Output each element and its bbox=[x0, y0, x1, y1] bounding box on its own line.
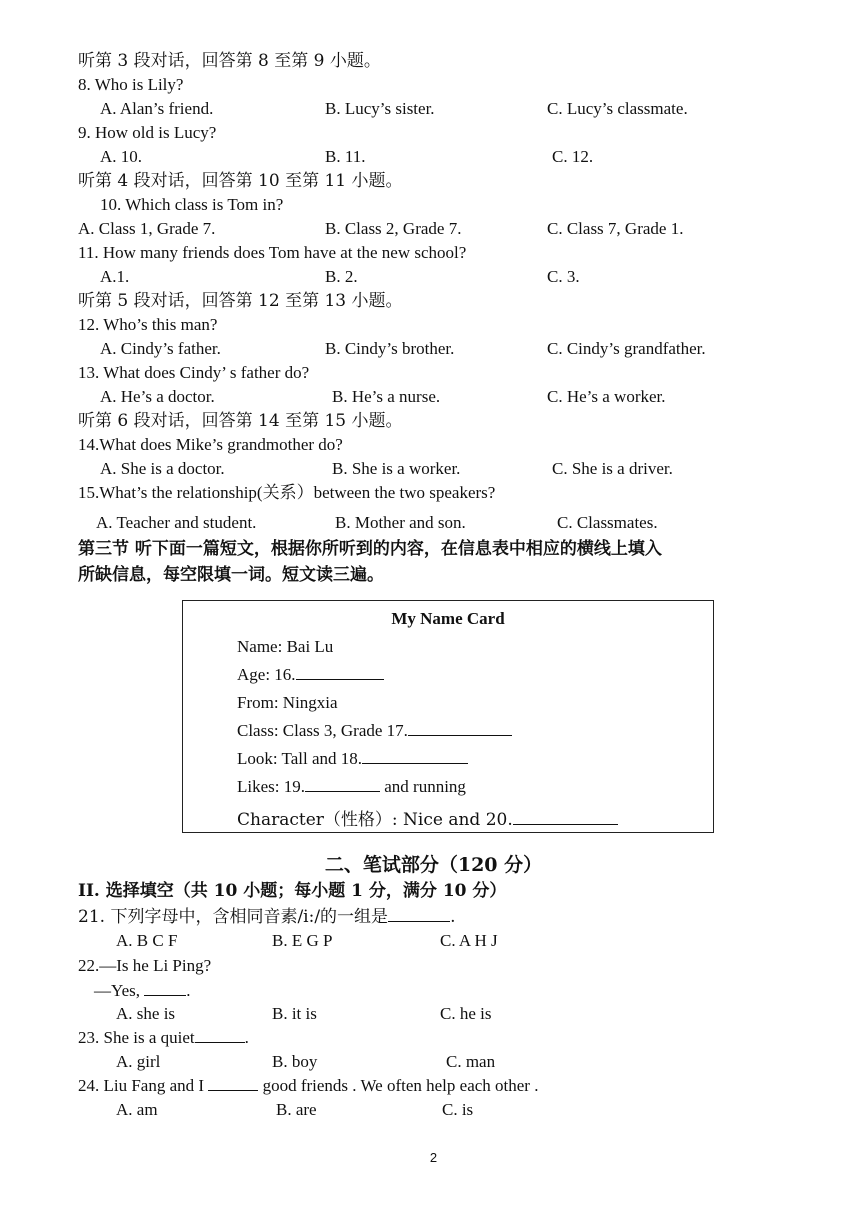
q14-stem: 14.What does Mike’s grandmother do? bbox=[78, 435, 343, 454]
q8-option-a: A. Alan’s friend. bbox=[100, 99, 214, 118]
q9-option-a: A. 10. bbox=[100, 147, 143, 166]
page-number: 2 bbox=[429, 1150, 438, 1165]
q11-stem: 11. How many friends does Tom have at the new school? bbox=[78, 243, 467, 262]
q10-option-b: B. Class 2, Grade 7. bbox=[325, 219, 462, 238]
section-5-instruction: 听第 5 段对话，回答第 12 至第 13 小题。 bbox=[78, 291, 403, 311]
q24-stem-end: good friends . We often help each other . bbox=[262, 1076, 539, 1095]
q15-option-a: A. Teacher and student. bbox=[96, 513, 257, 532]
q14-option-b: B. She is a worker. bbox=[332, 459, 461, 478]
q15-option-b: B. Mother and son. bbox=[335, 513, 466, 532]
q23-period: . bbox=[244, 1028, 249, 1047]
q13-option-b: B. He’s a nurse. bbox=[332, 387, 441, 406]
section-6-instruction: 听第 6 段对话，回答第 14 至第 15 小题。 bbox=[78, 411, 403, 431]
q11-option-b: B. 2. bbox=[325, 267, 358, 286]
q21-period: . bbox=[450, 907, 456, 927]
card-title: My Name Card bbox=[391, 609, 505, 628]
q24-option-b: B. are bbox=[276, 1100, 317, 1119]
card-age-label: Age: 16. bbox=[237, 665, 296, 684]
q22-answer-prefix: —Yes, bbox=[94, 981, 140, 1000]
written-part-heading: 二、笔试部分（120 分） bbox=[324, 854, 543, 876]
q15-stem: 15.What’s the relationship(关系）between the two speakers? bbox=[78, 483, 496, 502]
section-3-heading-line2: 所缺信息，每空限填一词。短文读三遍。 bbox=[78, 565, 384, 585]
q14-option-c: C. She is a driver. bbox=[552, 459, 673, 478]
q10-option-c: C. Class 7, Grade 1. bbox=[547, 219, 684, 238]
card-look-label: Look: Tall and 18. bbox=[237, 749, 363, 768]
q11-option-a: A.1. bbox=[100, 267, 130, 286]
q24-option-a: A. am bbox=[116, 1100, 158, 1119]
card-name: Name: Bai Lu bbox=[237, 637, 334, 656]
q8-stem: 8. Who is Lily? bbox=[78, 75, 184, 94]
card-likes bbox=[237, 777, 466, 797]
q24-stem bbox=[78, 1075, 538, 1097]
q12-stem: 12. Who’s this man? bbox=[78, 315, 218, 334]
card-class bbox=[237, 721, 512, 741]
q22-option-b: B. it is bbox=[272, 1004, 317, 1023]
blank-18 bbox=[362, 749, 468, 764]
q12-option-c: C. Cindy’s grandfather. bbox=[547, 339, 706, 358]
blank-19 bbox=[305, 777, 380, 792]
q21-option-c: C. A H J bbox=[440, 931, 498, 950]
q21-stem bbox=[78, 906, 455, 928]
q22-period: . bbox=[186, 981, 191, 1000]
q15-option-c: C. Classmates. bbox=[557, 513, 658, 532]
q22-blank bbox=[144, 981, 186, 996]
q21-option-b: B. E G P bbox=[272, 931, 333, 950]
q9-option-b: B. 11. bbox=[325, 147, 366, 166]
q21-option-a: A. B C F bbox=[116, 931, 178, 950]
name-card bbox=[182, 600, 714, 833]
q24-blank bbox=[208, 1076, 258, 1091]
q10-stem: 10. Which class is Tom in? bbox=[100, 195, 284, 214]
card-character bbox=[237, 805, 618, 830]
card-likes-rest: and running bbox=[384, 777, 466, 796]
q21-stem-text: 21. 下列字母中，含相同音素/i:/的一组是 bbox=[78, 907, 389, 927]
q13-option-c: C. He’s a worker. bbox=[547, 387, 666, 406]
q22-option-c: C. he is bbox=[440, 1004, 492, 1023]
blank-16 bbox=[296, 665, 384, 680]
card-age bbox=[237, 665, 384, 685]
card-class-label: Class: Class 3, Grade 17. bbox=[237, 721, 408, 740]
q11-option-c: C. 3. bbox=[547, 267, 580, 286]
q23-option-c: C. man bbox=[446, 1052, 496, 1071]
q9-option-c: C. 12. bbox=[552, 147, 594, 166]
q22-option-a: A. she is bbox=[116, 1004, 176, 1023]
q8-option-c: C. Lucy’s classmate. bbox=[547, 99, 688, 118]
section-4-instruction: 听第 4 段对话，回答第 10 至第 11 小题。 bbox=[78, 171, 403, 191]
q23-stem-text: 23. She is a quiet bbox=[78, 1028, 195, 1047]
q8-option-b: B. Lucy’s sister. bbox=[325, 99, 435, 118]
q23-option-a: A. girl bbox=[116, 1052, 161, 1071]
card-likes-label: Likes: 19. bbox=[237, 777, 305, 796]
q12-option-a: A. Cindy’s father. bbox=[100, 339, 221, 358]
section-3-instruction: 听第 3 段对话，回答第 8 至第 9 小题。 bbox=[78, 51, 381, 71]
card-look bbox=[237, 749, 468, 769]
q23-option-b: B. boy bbox=[272, 1052, 318, 1071]
blank-17 bbox=[408, 721, 512, 736]
q22-answer-line bbox=[94, 980, 191, 1002]
q22-stem: 22.—Is he Li Ping? bbox=[78, 956, 212, 975]
q14-option-a: A. She is a doctor. bbox=[100, 459, 225, 478]
section-3-heading-line1: 第三节 听下面一篇短文，根据你所听到的内容，在信息表中相应的横线上填入 bbox=[78, 539, 662, 559]
q13-stem: 13. What does Cindy’ s father do? bbox=[78, 363, 310, 382]
q21-blank bbox=[388, 907, 450, 922]
q12-option-b: B. Cindy’s brother. bbox=[325, 339, 455, 358]
card-character-label: Character（性格）: Nice and 20. bbox=[237, 810, 513, 830]
q10-option-a: A. Class 1, Grade 7. bbox=[78, 219, 216, 238]
q13-option-a: A. He’s a doctor. bbox=[100, 387, 215, 406]
q23-stem bbox=[78, 1027, 249, 1049]
section-ii-heading: II. 选择填空（共 10 小题；每小题 1 分，满分 10 分） bbox=[78, 881, 507, 901]
q24-stem-text: 24. Liu Fang and I bbox=[78, 1076, 205, 1095]
card-from: From: Ningxia bbox=[237, 693, 338, 712]
q24-option-c: C. is bbox=[442, 1100, 474, 1119]
blank-20 bbox=[513, 810, 618, 825]
q9-stem: 9. How old is Lucy? bbox=[78, 123, 217, 142]
q23-blank bbox=[195, 1028, 245, 1043]
